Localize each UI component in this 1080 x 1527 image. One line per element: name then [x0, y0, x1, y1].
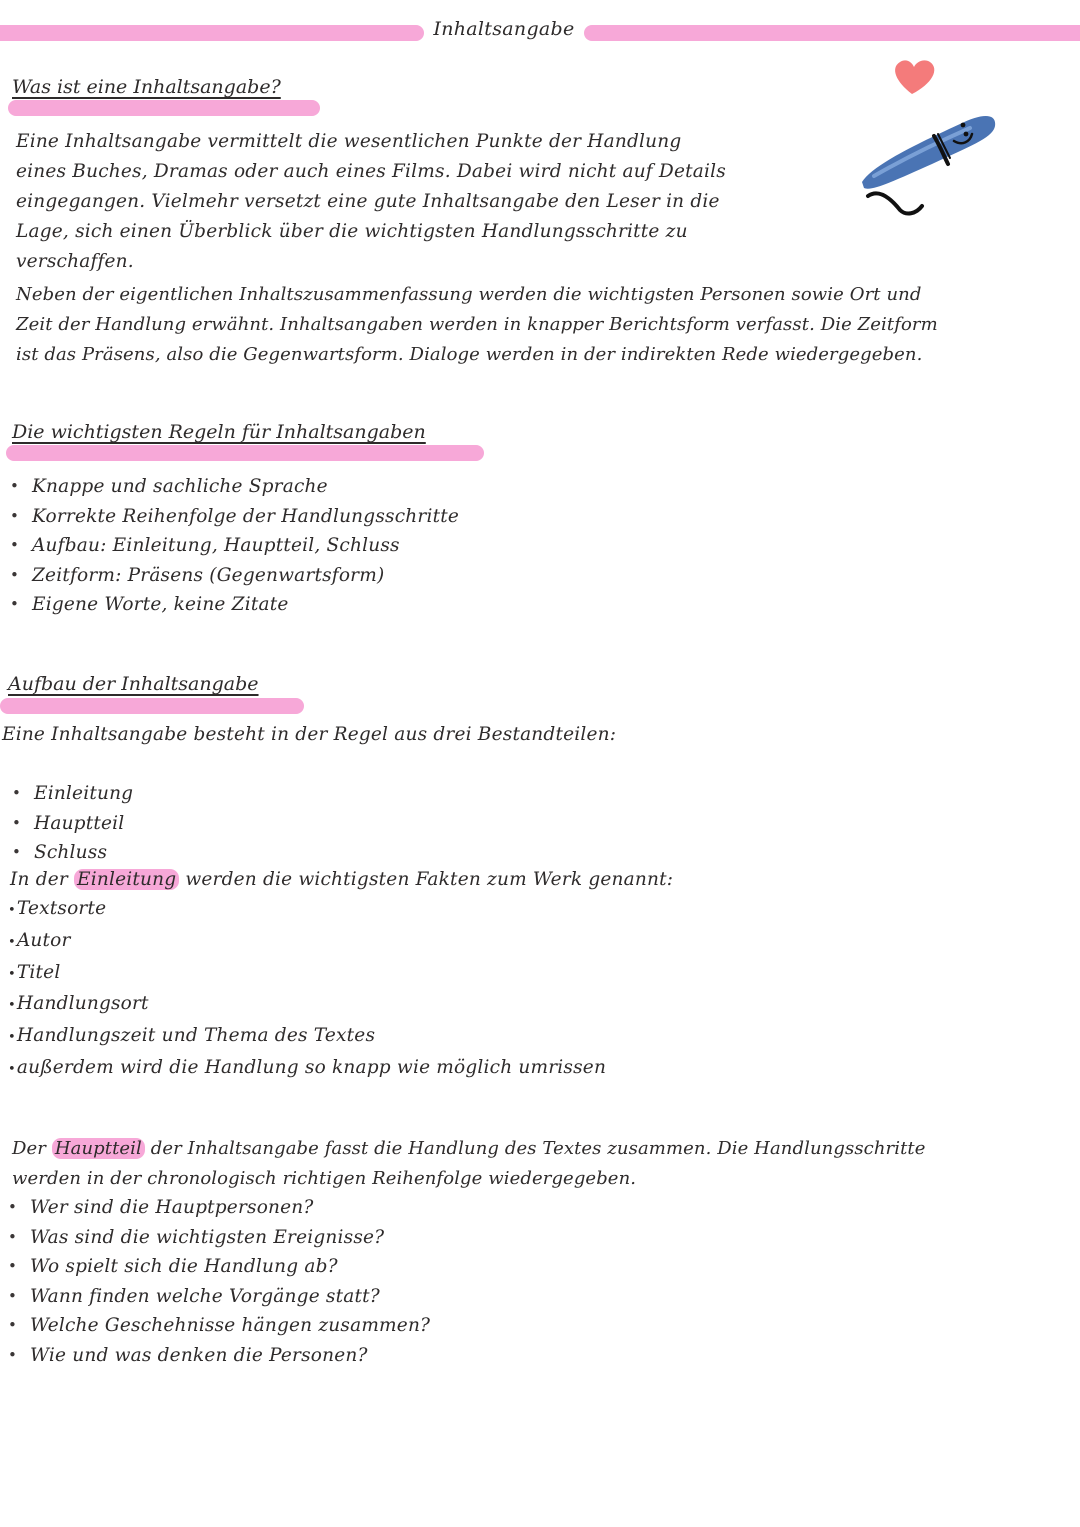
questions-list — [6, 1193, 430, 1370]
text-line: verschaffen. — [16, 251, 134, 272]
parts-list — [10, 779, 133, 868]
list-item: • Knappe und sachliche Sprache — [8, 472, 459, 502]
text-line: ist das Präsens, also die Gegenwartsform. Dialoge werden in der indirekten Rede wiedergegeben. — [16, 344, 923, 365]
title-band-right — [584, 25, 1080, 41]
structure-intro: Eine Inhaltsangabe besteht in der Regel aus drei Bestandteilen: — [2, 724, 617, 745]
list-item: • Hauptteil — [10, 809, 133, 839]
list-item: • Aufbau: Einleitung, Hauptteil, Schluss — [8, 531, 459, 561]
highlight-einleitung: Einleitung — [74, 869, 179, 890]
einleitung-items — [8, 894, 606, 1085]
list-item: • Schluss — [10, 838, 133, 868]
heading-highlight — [0, 698, 304, 714]
list-item: • Korrekte Reihenfolge der Handlungsschritte — [8, 502, 459, 532]
list-item: • Textsorte — [8, 894, 606, 926]
text-line: werden in der chronologisch richtigen Reihenfolge wiedergegeben. — [12, 1168, 637, 1189]
text-line: Lage, sich einen Überblick über die wichtigsten Handlungsschritte zu — [16, 221, 688, 242]
list-item: • Handlungsort — [8, 989, 606, 1021]
section-heading-rules: Die wichtigsten Regeln für Inhaltsangaben — [12, 421, 426, 443]
text-line: eines Buches, Dramas oder auch eines Films. Dabei wird nicht auf Details — [16, 161, 726, 182]
list-item: • Eigene Worte, keine Zitate — [8, 590, 459, 620]
smiling-pen-icon — [862, 116, 995, 213]
list-item: • Wer sind die Hauptpersonen? — [6, 1193, 430, 1223]
list-item: • Einleitung — [10, 779, 133, 809]
section-heading-what-is: Was ist eine Inhaltsangabe? — [12, 76, 281, 98]
list-item: • Autor — [8, 926, 606, 958]
einleitung-sentence — [10, 865, 673, 895]
section-heading-structure: Aufbau der Inhaltsangabe — [8, 673, 259, 695]
list-item: • Welche Geschehnisse hängen zusammen? — [6, 1311, 430, 1341]
definition-paragraph — [16, 127, 816, 277]
text-line: Eine Inhaltsangabe vermittelt die wesentlichen Punkte der Handlung — [16, 131, 682, 152]
heading-highlight — [8, 100, 320, 116]
text-segment: der Inhaltsangabe fasst die Handlung des Textes zusammen. Die Handlungsschritte — [144, 1138, 926, 1159]
pen-illustration — [852, 54, 1002, 224]
list-item: • Wie und was denken die Personen? — [6, 1341, 430, 1371]
title-band-left — [0, 25, 424, 41]
text-line: Neben der eigentlichen Inhaltszusammenfassung werden die wichtigsten Personen sowie Ort und — [16, 284, 922, 305]
text-segment: In der — [10, 869, 75, 890]
page-title: Inhaltsangabe — [433, 18, 575, 40]
list-item: • Titel — [8, 958, 606, 990]
list-item: • Wo spielt sich die Handlung ab? — [6, 1252, 430, 1282]
hauptteil-paragraph — [12, 1134, 1076, 1194]
list-item: • Was sind die wichtigsten Ereignisse? — [6, 1223, 430, 1253]
details-paragraph — [16, 280, 1076, 370]
rules-list — [8, 472, 459, 620]
text-line: Zeit der Handlung erwähnt. Inhaltsangaben werden in knapper Berichtsform verfasst. Die Zeitform — [16, 314, 938, 335]
highlight-hauptteil: Hauptteil — [52, 1138, 145, 1159]
text-segment: werden die wichtigsten Fakten zum Werk genannt: — [179, 869, 674, 890]
text-line: eingegangen. Vielmehr versetzt eine gute Inhaltsangabe den Leser in die — [16, 191, 720, 212]
list-item: • Wann finden welche Vorgänge statt? — [6, 1282, 430, 1312]
text-segment: Der — [12, 1138, 52, 1159]
list-item: • außerdem wird die Handlung so knapp wie möglich umrissen — [8, 1053, 606, 1085]
heart-icon — [895, 60, 934, 94]
list-item: • Handlungszeit und Thema des Textes — [8, 1021, 606, 1053]
list-item: • Zeitform: Präsens (Gegenwartsform) — [8, 561, 459, 591]
heading-highlight — [6, 445, 484, 461]
